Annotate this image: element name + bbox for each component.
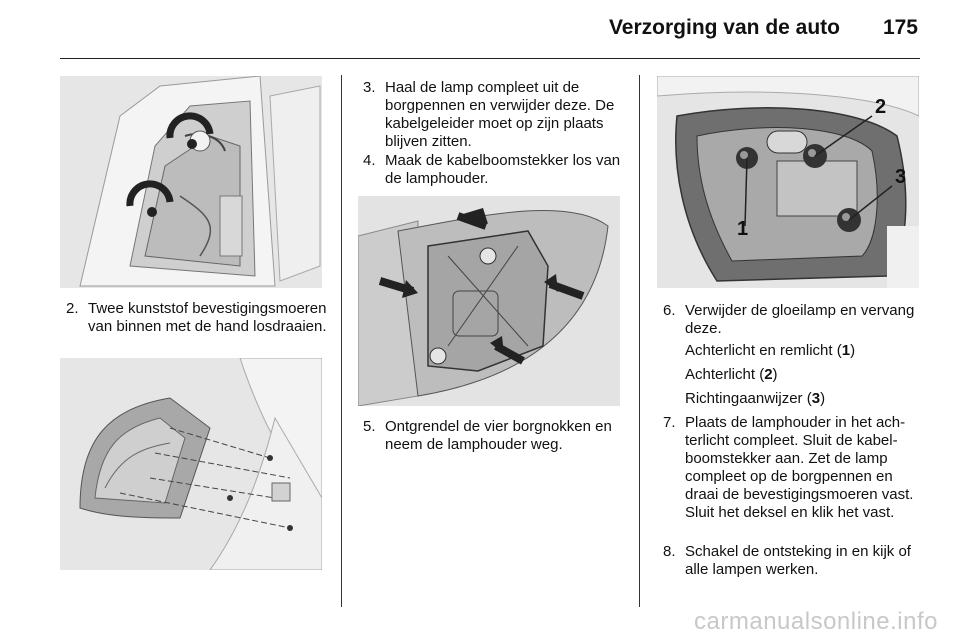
bulb-list-item-2: Achterlicht (2) — [685, 366, 778, 383]
illustration-lamp-holder — [358, 196, 620, 406]
section-title: Verzorging van de auto — [608, 16, 840, 39]
step-2: 2. Twee kunststof bevestigingsmoeren van binnen met de hand losdraaien. — [66, 300, 327, 335]
illustration-bulbs — [657, 76, 919, 288]
bulb-list-item-1: Achterlicht en remlicht (1) — [685, 342, 856, 359]
watermark: carmanualsonline.info — [694, 608, 938, 635]
column-divider-2 — [639, 75, 640, 607]
illustration-lamp-removal — [60, 358, 322, 570]
step-8: 8. Schakel de ontsteking in en kijk of alle lampen werken. — [663, 543, 911, 578]
step-7: 7. Plaats de lamphouder in het achterlicht compleet. Sluit de kabelboomstekker aan. Zet de lamp compleet op de borgpennen en draai de bevestigingsmoeren vast. Sluit het deksel en klik het vast. — [663, 414, 914, 521]
figure-label-3: 3 — [895, 166, 907, 188]
step-6: 6. Verwijder de gloeilamp en vervang deze. — [663, 302, 915, 337]
step-3: 3. Haal de lamp compleet uit de borgpennen en verwijder deze. De kabelgeleider moet op zijn plaats blijven zitten. — [363, 79, 615, 150]
column-divider-1 — [341, 75, 342, 607]
illustration-nuts — [60, 76, 322, 288]
figure-label-2: 2 — [875, 96, 887, 118]
step-5: 5. Ontgrendel de vier borgnokken en neem de lamphouder weg. — [363, 418, 612, 453]
step-4: 4. Maak de kabelboomstekker los van de lamphouder. — [363, 152, 621, 187]
page-number: 175 — [882, 16, 918, 39]
header-rule — [60, 58, 920, 59]
bulb-list-item-3: Richtingaanwijzer (3) — [685, 390, 826, 407]
figure-label-1: 1 — [737, 218, 749, 240]
